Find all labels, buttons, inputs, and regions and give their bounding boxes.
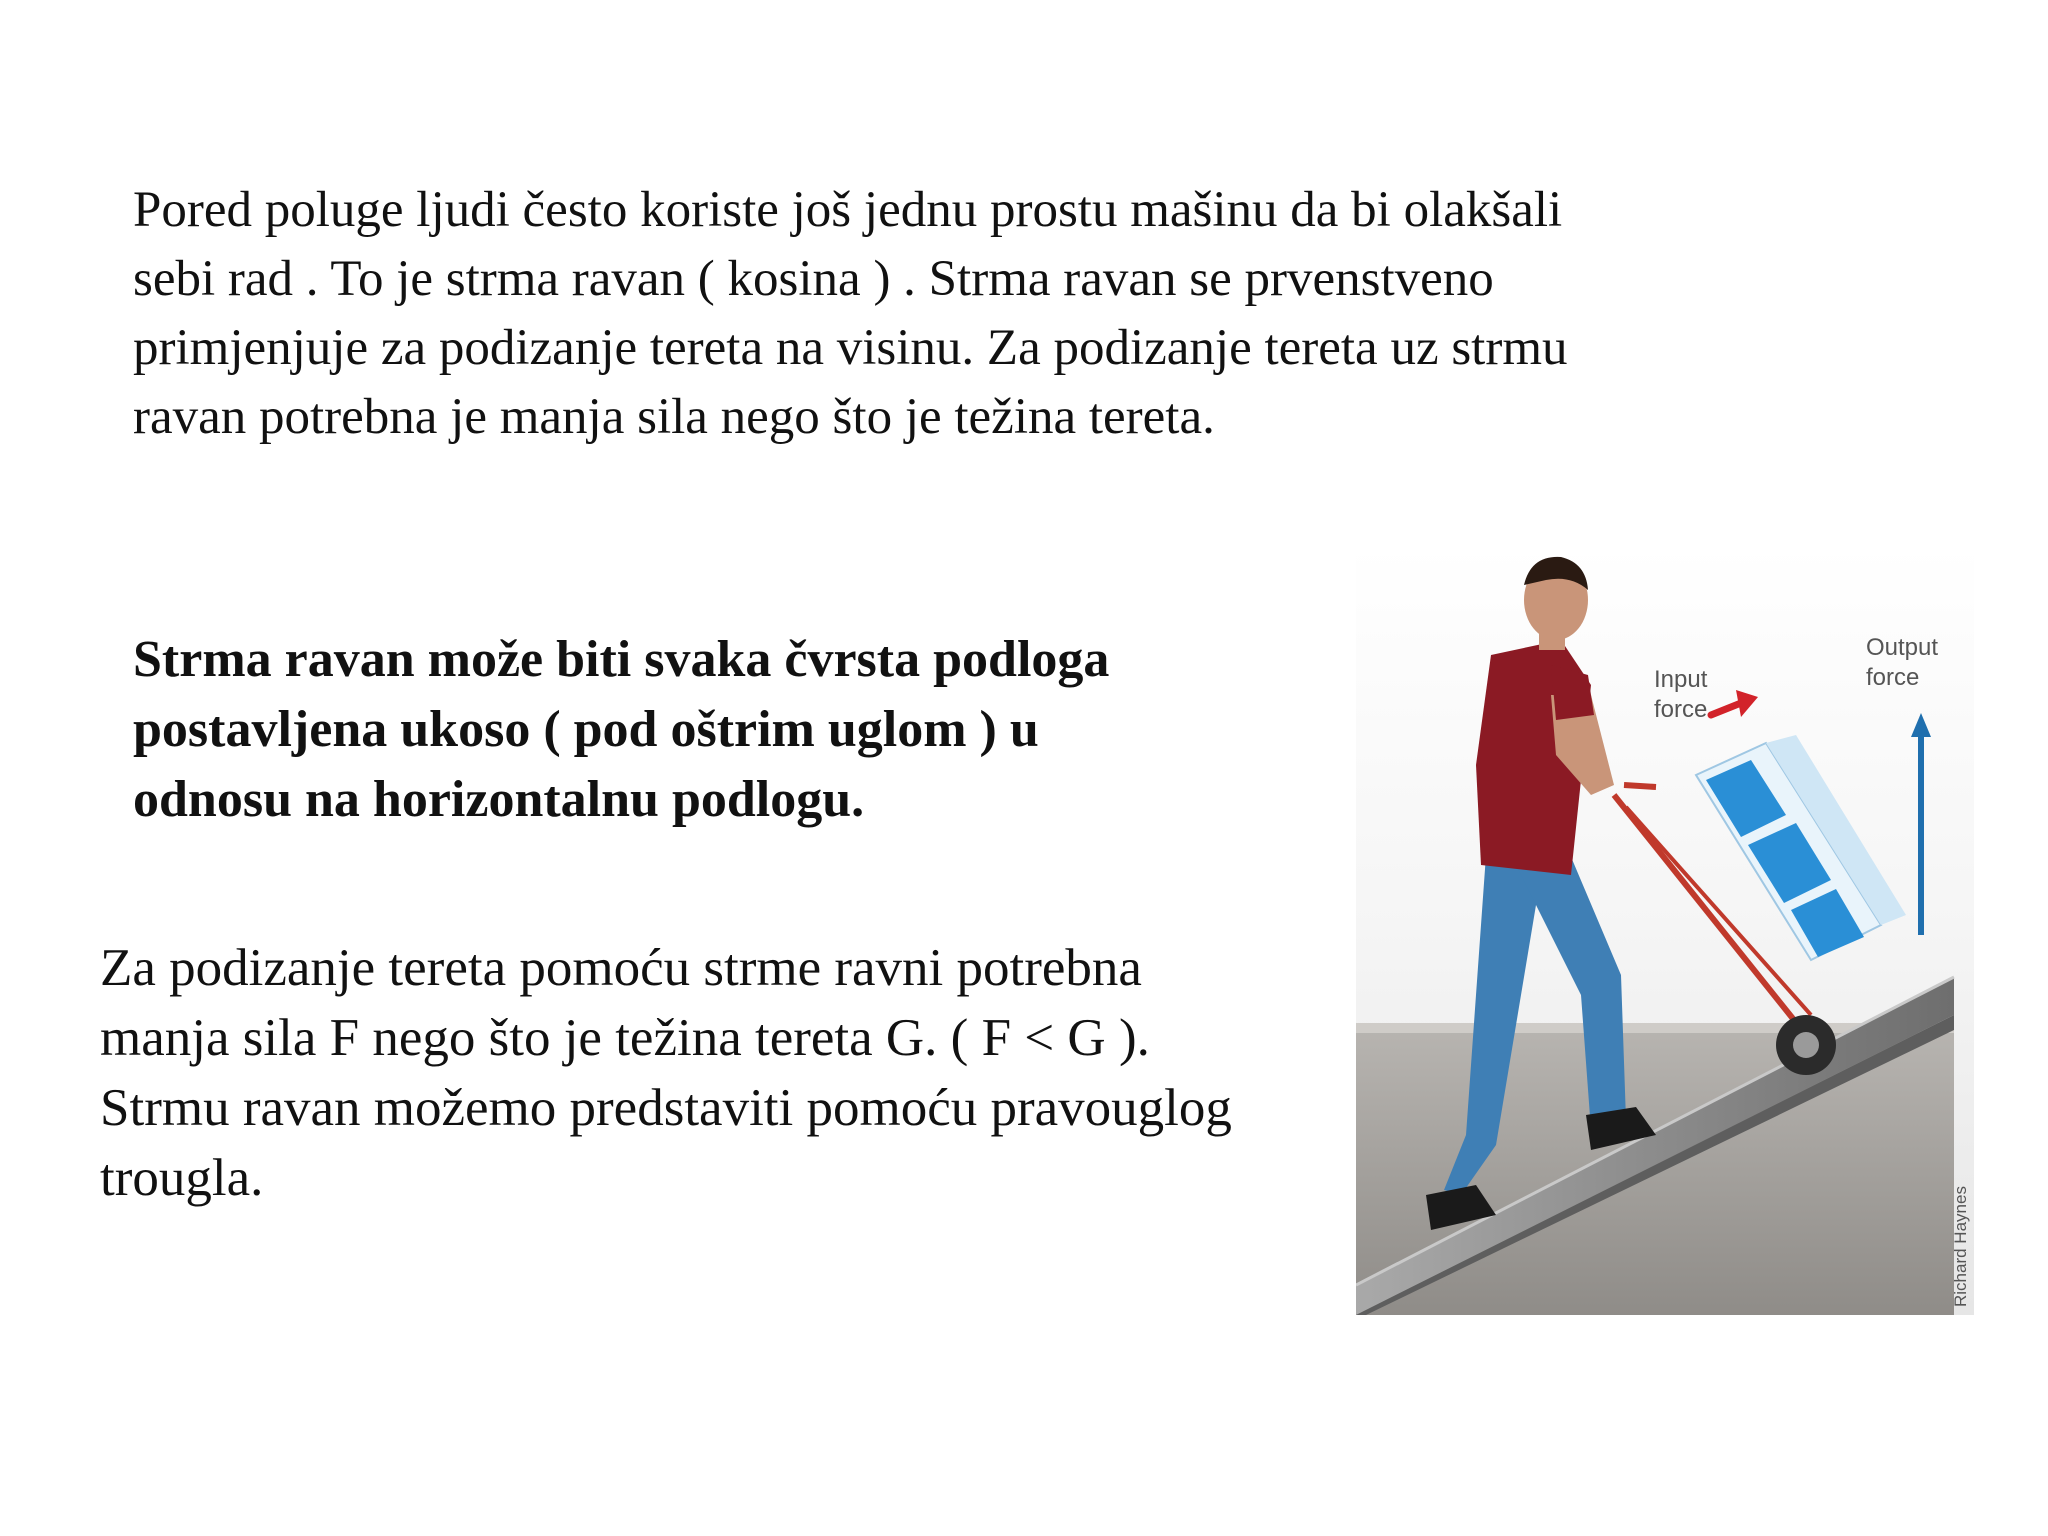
photo-credit: Richard Haynes [1951, 1186, 1970, 1307]
input-force-label-line2: force [1654, 696, 1708, 723]
input-force-label-line1: Input [1654, 666, 1708, 693]
output-force-label-line1: Output [1866, 634, 1939, 661]
inclined-plane-svg [1356, 545, 1974, 1315]
definition-paragraph: Strma ravan može biti svaka čvrsta podloga postavljena ukoso ( pod oštrim uglom ) u odnosu na horizontalnu podlogu. [133, 631, 1110, 828]
inclined-plane-illustration [1356, 545, 1974, 1315]
force-paragraph: Za podizanje tereta pomoću strme ravni potrebna manja sila F nego što je težina tereta G. ( F < G ). Strmu ravan možemo predstaviti pomoću pravouglog trougla. [100, 939, 1232, 1207]
output-force-label-line2: force [1866, 664, 1920, 691]
intro-paragraph: Pored poluge ljudi često koriste još jednu prostu mašinu da bi olakšali sebi rad . To je strma ravan ( kosina ) . Strma ravan se prvenstveno primjenjuje za podizanje tereta na visinu. Za podizanje tereta uz strmu ravan potrebna je manja sila nego što je težina tereta. [133, 182, 1568, 445]
